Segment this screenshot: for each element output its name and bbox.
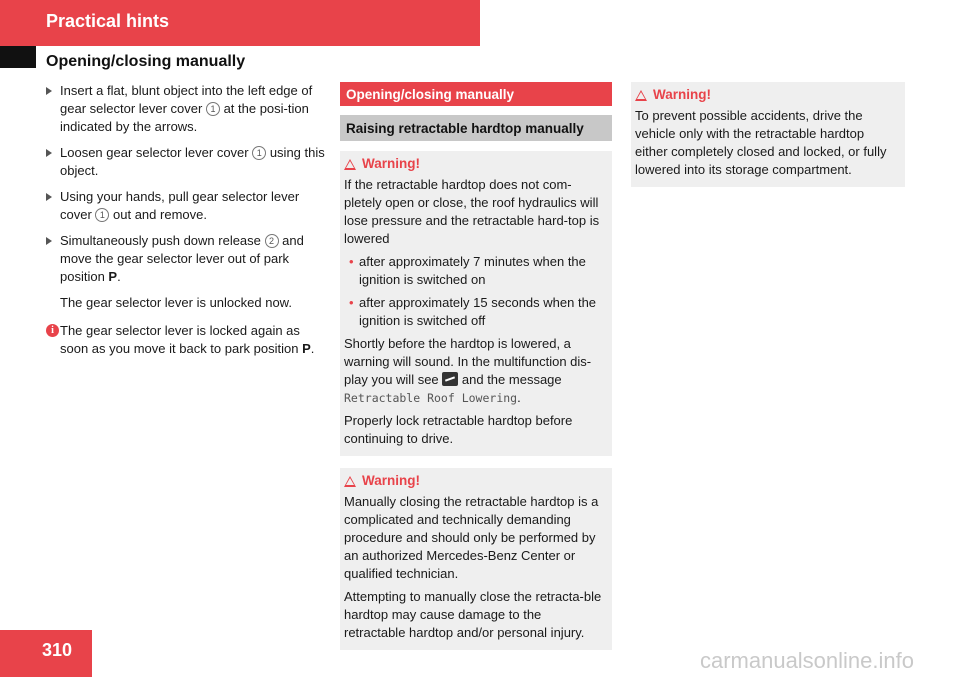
callout-number: 1 xyxy=(95,208,109,222)
step-1: Insert a flat, blunt object into the left edge of gear selector lever cover 1 at the posi-tion indicated by the arrows. xyxy=(46,82,326,136)
list-item: • after approximately 15 seconds when the ignition is switched off xyxy=(349,295,597,328)
section-title: Opening/closing manually xyxy=(46,53,246,70)
warning-triangle-icon xyxy=(344,476,356,487)
warning-triangle-icon xyxy=(344,159,356,170)
step-3: Using your hands, pull gear selector lever cover 1 out and remove. xyxy=(46,188,326,224)
gray-heading: Raising retractable hardtop manually xyxy=(340,115,612,141)
warning-box-3 xyxy=(631,82,905,187)
result-text: The gear selector lever is unlocked now. xyxy=(60,295,292,310)
bullet-icon: • xyxy=(349,254,354,269)
warning-text: If the retractable hardtop does not com-pletely open or close, the roof hydraulics will lose pressure and the retractable hard-top is lowered xyxy=(344,177,600,246)
watermark: carmanualsonline.info xyxy=(699,648,914,673)
section-marker xyxy=(0,46,36,68)
warning-triangle-icon xyxy=(635,90,647,101)
warning-title: Warning! xyxy=(344,472,606,490)
right-column xyxy=(631,82,905,187)
warning-box-1 xyxy=(340,151,612,456)
callout-number: 1 xyxy=(252,146,266,160)
chapter-title: Practical hints xyxy=(46,11,170,31)
warning-text: Attempting to manually close the retracta-ble hardtop may cause damage to the retractable hardtop and/or personal injury. xyxy=(344,589,602,640)
step-arrow-icon xyxy=(46,149,52,157)
callout-number: 2 xyxy=(265,234,279,248)
step-2: Loosen gear selector lever cover 1 using this object. xyxy=(46,144,326,180)
step-4: Simultaneously push down release 2 and move the gear selector lever out of park position P. xyxy=(46,232,326,286)
warning-text: Properly lock retractable hardtop before continuing to drive. xyxy=(344,413,573,446)
step-arrow-icon xyxy=(46,237,52,245)
warning-text: To prevent possible accidents, drive the vehicle only with the retractable hardtop either completely closed and locked, or fully lowered into its storage compartment. xyxy=(635,108,887,177)
info-note: i The gear selector lever is locked again as soon as you move it back to park position P. xyxy=(46,322,326,358)
warning-text: Manually closing the retractable hardtop is a complicated and technically demanding procedure and should only be performed by an authorized Mercedes-Benz Center or qualified technician. xyxy=(344,494,599,581)
list-item: • after approximately 7 minutes when the ignition is switched on xyxy=(349,254,586,287)
callout-number: 1 xyxy=(206,102,220,116)
warning-title: Warning! xyxy=(344,155,606,173)
warning-title: Warning! xyxy=(635,86,899,104)
warnings-column xyxy=(340,82,612,650)
bullet-icon: • xyxy=(349,295,354,310)
warning-text: Shortly before the hardtop is lowered, a warning will sound. In the multifunction dis-play you will see and the message Retractable Roof Lowering. xyxy=(344,336,592,405)
display-message: Retractable Roof Lowering xyxy=(344,391,518,405)
step-arrow-icon xyxy=(46,87,52,95)
car-roof-icon xyxy=(442,372,458,386)
red-heading: Opening/closing manually xyxy=(340,82,612,106)
info-icon: i xyxy=(46,324,59,337)
step-arrow-icon xyxy=(46,193,52,201)
instructions-column xyxy=(46,82,326,358)
page-number: 310 xyxy=(42,640,73,660)
warning-box-2 xyxy=(340,468,612,650)
